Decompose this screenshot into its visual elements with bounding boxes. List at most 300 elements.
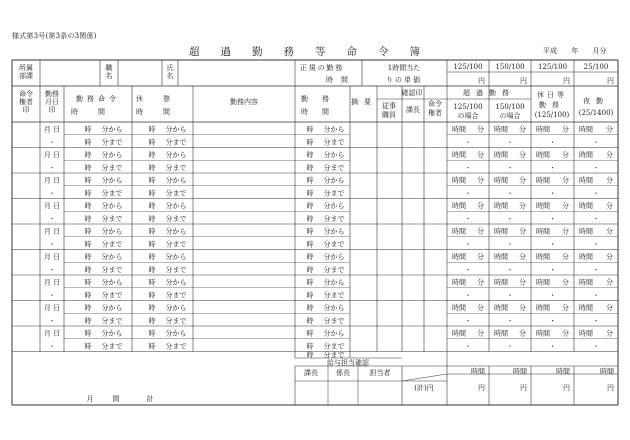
dot-cell: ・ (549, 138, 556, 147)
work-content-header: 勤務内容 (230, 98, 258, 106)
form-number: 様式第3号(第3条の3関係) (12, 32, 97, 40)
to-cell: 分まで (101, 342, 123, 351)
dot-cell: ・ (464, 240, 472, 249)
minutes-cell: 分 (519, 125, 526, 134)
month-day-cell: 月 日 (43, 329, 61, 338)
from-cell: 分から (165, 304, 187, 312)
footer-person-in-charge: 担当者 (369, 369, 391, 377)
hour-cell: 時 (306, 214, 314, 223)
dot-cell: ・ (464, 291, 472, 300)
hour-cell: 時 (306, 189, 314, 198)
night-header: (25/1400) (578, 109, 614, 117)
dot-cell: ・ (592, 265, 600, 274)
dot-cell: ・ (48, 240, 56, 249)
hour-cell: 時 (84, 278, 92, 287)
hour-cell: 時 (306, 176, 314, 185)
month-day-cell: 月 日 (43, 125, 61, 134)
total-yen-label: (計)円 (414, 384, 434, 392)
hour-cell: 時 (148, 214, 156, 223)
hour-cell: 時 (306, 342, 314, 351)
employee-header: 職員 (382, 111, 396, 119)
hours-cell: 時間 (494, 278, 508, 287)
minutes-cell: 分 (562, 278, 569, 287)
to-cell: 分まで (101, 265, 123, 274)
from-cell: 分から (165, 125, 187, 134)
from-cell: 分から (165, 176, 187, 185)
to-cell: 分まで (323, 316, 345, 325)
hours-cell: 時間 (452, 253, 466, 261)
to-cell: 分まで (165, 316, 187, 325)
employee-header: 従事 (382, 102, 396, 110)
to-cell: 分まで (101, 240, 123, 249)
to-cell: 分まで (165, 189, 187, 198)
dot-cell: ・ (549, 265, 556, 274)
hour-cell: 時 (84, 125, 92, 134)
hour-cell: 時 (84, 265, 92, 274)
date-seal-header: 勤務 (45, 90, 59, 98)
hours-cell: 時間 (579, 227, 593, 236)
dot-cell: ・ (506, 138, 514, 147)
hour-cell: 時 (306, 291, 314, 300)
hour-cell: 時 (148, 163, 156, 172)
minutes-cell: 分 (562, 227, 569, 236)
hourly-rate-label: 1時間当た (387, 64, 421, 72)
hours-cell: 時間 (536, 202, 550, 210)
month-label: 月分 (592, 47, 607, 55)
dot-cell: ・ (592, 163, 600, 172)
hour-cell: 時 (306, 151, 314, 159)
hours-cell: 時間 (536, 278, 550, 287)
hour-cell: 時 (148, 151, 156, 159)
minutes-cell: 分 (606, 278, 613, 287)
work-hours-header: 時間 (301, 108, 343, 116)
yen-unit: 円 (563, 77, 570, 85)
hours-cell: 時間 (494, 125, 508, 134)
holiday-header: 休日等 (537, 91, 567, 99)
hour-cell: 時 (84, 253, 92, 261)
hours-cell: 時間 (579, 202, 593, 210)
night-header: 夜勤 (583, 97, 609, 105)
hours-cell: 時間 (494, 253, 508, 261)
hours-cell: 時間 (452, 125, 466, 134)
monthly-total-label: 計 (146, 395, 154, 403)
dot-cell: ・ (464, 189, 472, 198)
rate-value: 125/100 (537, 63, 568, 71)
hours-cell: 時間 (452, 202, 466, 210)
hours-cell: 時間 (536, 304, 550, 312)
rate-value: 150/100 (495, 63, 525, 71)
dot-cell: ・ (506, 240, 514, 249)
to-cell: 分まで (101, 291, 123, 300)
from-cell: 分から (323, 304, 345, 312)
hour-cell: 時 (148, 202, 156, 210)
footer-yen: 円 (478, 384, 485, 392)
rate-value: 125/100 (453, 63, 483, 71)
work-hours-header: 勤務 (301, 95, 343, 103)
to-cell: 分まで (165, 138, 187, 147)
minutes-cell: 分 (477, 227, 484, 236)
hours-cell: 時間 (579, 125, 593, 134)
to-cell: 分まで (323, 214, 345, 223)
hour-cell: 時 (84, 240, 92, 249)
hour-cell: 時 (84, 138, 92, 147)
month-day-cell: 月 日 (43, 202, 61, 210)
hour-cell: 時 (148, 329, 156, 338)
dot-cell: ・ (48, 214, 56, 223)
dot-cell: ・ (506, 316, 514, 325)
from-cell: 分から (101, 304, 123, 312)
hours-cell: 時間 (536, 176, 550, 185)
post-label: 職 (105, 64, 113, 72)
hours-cell: 時間 (452, 227, 466, 236)
yen-unit: 円 (607, 77, 614, 85)
hours-cell: 時間 (452, 176, 466, 185)
ordered-hours-header: 時間 (71, 108, 125, 116)
dot-cell: ・ (592, 214, 600, 223)
minutes-cell: 分 (606, 202, 613, 210)
hours-cell: 時間 (536, 329, 550, 338)
year-label: 年 (571, 47, 579, 55)
dot-cell: ・ (592, 189, 600, 198)
month-day-cell: 月 日 (43, 151, 61, 159)
from-cell: 分から (101, 125, 123, 134)
hour-cell: 時 (306, 138, 314, 147)
dot-cell: ・ (549, 342, 556, 351)
dot-cell: ・ (549, 189, 556, 198)
to-cell: 分まで (323, 351, 345, 359)
minutes-cell: 分 (562, 202, 569, 210)
era-label: 平成 (543, 47, 557, 55)
hour-cell: 時 (148, 253, 156, 261)
regular-hours-label: 正規の勤務 (300, 64, 344, 72)
name-label: 氏 (166, 64, 174, 72)
minutes-cell: 分 (477, 202, 484, 210)
to-cell: 分まで (165, 265, 187, 274)
hours-cell: 時間 (536, 125, 550, 134)
minutes-cell: 分 (562, 151, 569, 159)
hours-cell: 時間 (579, 151, 593, 159)
minutes-cell: 分 (606, 253, 613, 261)
from-cell: 分から (323, 329, 345, 338)
commander-header: 命令 (428, 100, 442, 108)
hour-cell: 時 (148, 278, 156, 287)
dot-cell: ・ (464, 163, 472, 172)
minutes-cell: 分 (477, 253, 484, 261)
to-cell: 分まで (101, 316, 123, 325)
footer-section-chief: 課長 (304, 369, 318, 377)
overtime-header: 超過勤務 (463, 89, 515, 97)
hour-cell: 時 (148, 125, 156, 134)
holiday-header: (125/100) (534, 111, 570, 119)
ot-125-header: 125/100 (453, 103, 483, 111)
hour-cell: 時 (306, 265, 314, 274)
ot-150-header: の場合 (499, 112, 521, 120)
hours-cell: 時間 (494, 151, 508, 159)
dot-cell: ・ (549, 240, 556, 249)
month-day-cell: 月 日 (43, 253, 61, 261)
hour-cell: 時 (306, 227, 314, 236)
hour-cell: 時 (306, 253, 314, 261)
summary-header: 摘要 (351, 98, 377, 106)
minutes-cell: 分 (519, 304, 526, 312)
break-hours-header: 時間 (136, 108, 190, 116)
holiday-header: 勤務 (539, 101, 565, 109)
dot-cell: ・ (48, 342, 56, 351)
minutes-cell: 分 (477, 278, 484, 287)
dot-cell: ・ (506, 291, 514, 300)
rate-value: 25/100 (583, 63, 609, 71)
from-cell: 分から (165, 329, 187, 338)
from-cell: 分から (165, 278, 187, 287)
hour-cell: 時 (84, 227, 92, 236)
commander-header: 権者 (428, 109, 442, 117)
from-cell: 分から (165, 253, 187, 261)
dot-cell: ・ (592, 316, 600, 325)
from-cell: 分から (323, 151, 345, 159)
minutes-cell: 分 (606, 151, 613, 159)
hour-cell: 時 (84, 304, 92, 312)
hours-cell: 時間 (579, 278, 593, 287)
name-label: 名 (166, 72, 174, 80)
hours-cell: 時間 (452, 278, 466, 287)
to-cell: 分まで (323, 240, 345, 249)
hour-cell: 時 (306, 316, 314, 325)
dot-cell: ・ (464, 342, 472, 351)
minutes-cell: 分 (519, 151, 526, 159)
footer-hours: 時間 (471, 367, 485, 376)
hour-cell: 時 (306, 329, 314, 338)
hour-cell: 時 (84, 176, 92, 185)
minutes-cell: 分 (562, 329, 569, 338)
ot-150-header: 150/100 (495, 103, 525, 111)
to-cell: 分まで (323, 163, 345, 172)
hour-cell: 時 (148, 291, 156, 300)
to-cell: 分まで (165, 163, 187, 172)
dot-cell: ・ (506, 214, 514, 223)
monthly-total-label: 間 (112, 395, 120, 403)
department-label: 所属 (19, 64, 33, 72)
hour-cell: 時 (306, 163, 314, 172)
order-signature-header: 印 (22, 106, 30, 114)
minutes-cell: 分 (606, 176, 613, 185)
hour-cell: 時 (148, 176, 156, 185)
break-hours-header: 休憩 (136, 95, 190, 103)
hour-cell: 時 (84, 316, 92, 325)
from-cell: 分から (323, 253, 345, 261)
ot-125-header: の場合 (457, 112, 479, 120)
hours-cell: 時間 (494, 304, 508, 312)
dot-cell: ・ (506, 342, 514, 351)
confirm-seal-header: 確認印 (401, 89, 423, 97)
minutes-cell: 分 (519, 278, 526, 287)
order-signature-header: 権者 (19, 98, 33, 106)
hours-cell: 時間 (536, 227, 550, 236)
month-day-cell: 月 日 (43, 176, 61, 185)
footer-yen: 円 (607, 384, 614, 392)
hour-cell: 時 (306, 202, 314, 210)
hour-cell: 時 (84, 151, 92, 159)
hour-cell: 時 (84, 189, 92, 198)
minutes-cell: 分 (562, 176, 569, 185)
post-label: 名 (105, 72, 113, 80)
from-cell: 分から (101, 329, 123, 338)
hour-cell: 時 (148, 227, 156, 236)
dot-cell: ・ (592, 240, 600, 249)
to-cell: 分まで (323, 138, 345, 147)
dot-cell: ・ (592, 291, 600, 300)
to-cell: 分まで (101, 138, 123, 147)
to-cell: 分まで (165, 214, 187, 223)
hour-cell: 時 (84, 202, 92, 210)
hour-cell: 時 (306, 240, 314, 249)
hour-cell: 時 (84, 291, 92, 300)
from-cell: 分から (101, 253, 123, 261)
hour-cell: 時 (148, 316, 156, 325)
dot-cell: ・ (48, 189, 56, 198)
hours-cell: 時間 (494, 202, 508, 210)
dot-cell: ・ (549, 316, 556, 325)
month-day-cell: 月 日 (43, 278, 61, 287)
ordered-hours-header: 勤務命令 (76, 95, 120, 103)
to-cell: 分まで (101, 214, 123, 223)
to-cell: 分まで (165, 342, 187, 351)
to-cell: 分まで (165, 240, 187, 249)
month-day-cell: 月 日 (43, 304, 61, 312)
minutes-cell: 分 (477, 304, 484, 312)
from-cell: 分から (101, 202, 123, 210)
hour-cell: 時 (148, 138, 156, 147)
hour-cell: 時 (306, 125, 314, 134)
from-cell: 分から (101, 227, 123, 236)
hours-cell: 時間 (452, 304, 466, 312)
minutes-cell: 分 (519, 227, 526, 236)
hour-cell: 時 (148, 189, 156, 198)
footer-hours: 時間 (556, 367, 570, 376)
month-day-cell: 月 日 (43, 227, 61, 236)
yen-unit: 円 (520, 77, 527, 85)
dot-cell: ・ (48, 316, 56, 325)
to-cell: 分まで (101, 163, 123, 172)
hours-cell: 時間 (452, 151, 466, 159)
page-title: 超過勤務等命令簿 (189, 46, 441, 58)
department-label: 部課 (19, 72, 33, 80)
dot-cell: ・ (464, 138, 472, 147)
minutes-cell: 分 (606, 227, 613, 236)
hours-cell: 時間 (536, 253, 550, 261)
dot-cell: ・ (464, 265, 472, 274)
minutes-cell: 分 (606, 329, 613, 338)
dot-cell: ・ (506, 265, 514, 274)
hours-cell: 時間 (494, 176, 508, 185)
dot-cell: ・ (592, 138, 600, 147)
hour-cell: 時 (84, 163, 92, 172)
hours-cell: 時間 (579, 253, 593, 261)
from-cell: 分から (165, 151, 187, 159)
to-cell: 分まで (323, 291, 345, 300)
from-cell: 分から (101, 151, 123, 159)
minutes-cell: 分 (519, 253, 526, 261)
dot-cell: ・ (464, 316, 472, 325)
footer-yen: 円 (520, 384, 527, 392)
hour-cell: 時 (84, 342, 92, 351)
minutes-cell: 分 (606, 125, 613, 134)
minutes-cell: 分 (606, 304, 613, 312)
minutes-cell: 分 (519, 329, 526, 338)
hour-cell: 時 (148, 265, 156, 274)
order-signature-header: 命令 (19, 90, 33, 98)
to-cell: 分まで (323, 265, 345, 274)
from-cell: 分から (101, 176, 123, 185)
minutes-cell: 分 (519, 176, 526, 185)
regular-hours-label: 時間 (326, 76, 356, 84)
payroll-confirm-label: 給与担当確認 (327, 359, 369, 367)
minutes-cell: 分 (519, 202, 526, 210)
hours-cell: 時間 (494, 227, 508, 236)
from-cell: 分から (323, 227, 345, 236)
footer-hours: 時間 (600, 367, 614, 376)
hour-cell: 時 (148, 304, 156, 312)
to-cell: 分まで (101, 189, 123, 198)
to-cell: 分まで (165, 291, 187, 300)
from-cell: 分から (323, 278, 345, 287)
footer-yen: 円 (563, 384, 570, 392)
hours-cell: 時間 (494, 329, 508, 338)
hours-cell: 時間 (579, 329, 593, 338)
to-cell: 分まで (323, 342, 345, 351)
hours-cell: 時間 (579, 176, 593, 185)
hour-cell: 時 (84, 329, 92, 338)
from-cell: 分から (165, 227, 187, 236)
minutes-cell: 分 (477, 151, 484, 159)
dot-cell: ・ (549, 163, 556, 172)
hours-cell: 時間 (452, 329, 466, 338)
dot-cell: ・ (48, 291, 56, 300)
hour-cell: 時 (148, 240, 156, 249)
from-cell: 分から (323, 202, 345, 210)
date-seal-header: 印 (48, 106, 56, 114)
minutes-cell: 分 (562, 253, 569, 261)
minutes-cell: 分 (477, 329, 484, 338)
hour-cell: 時 (148, 342, 156, 351)
from-cell: 分から (323, 125, 345, 134)
dot-cell: ・ (592, 342, 600, 351)
dot-cell: ・ (506, 189, 514, 198)
hour-cell: 時 (84, 214, 92, 223)
dot-cell: ・ (48, 138, 56, 147)
from-cell: 分から (101, 278, 123, 287)
minutes-cell: 分 (477, 125, 484, 134)
hour-cell: 時 (306, 278, 314, 287)
footer-hours: 時間 (513, 367, 527, 376)
monthly-total-label: 月 (86, 395, 94, 403)
dot-cell: ・ (549, 214, 556, 223)
yen-unit: 円 (478, 77, 485, 85)
minutes-cell: 分 (562, 125, 569, 134)
hour-cell: 時 (306, 304, 314, 312)
hourly-rate-label: りの単価 (386, 76, 422, 84)
dot-cell: ・ (48, 265, 56, 274)
hours-cell: 時間 (536, 151, 550, 159)
minutes-cell: 分 (477, 176, 484, 185)
dot-cell: ・ (549, 291, 556, 300)
hours-cell: 時間 (579, 304, 593, 312)
from-cell: 分から (323, 176, 345, 185)
section-chief-header: 課長 (406, 106, 420, 114)
dot-cell: ・ (506, 163, 514, 172)
minutes-cell: 分 (562, 304, 569, 312)
from-cell: 分から (165, 202, 187, 210)
hour-cell: 時 (306, 351, 314, 359)
